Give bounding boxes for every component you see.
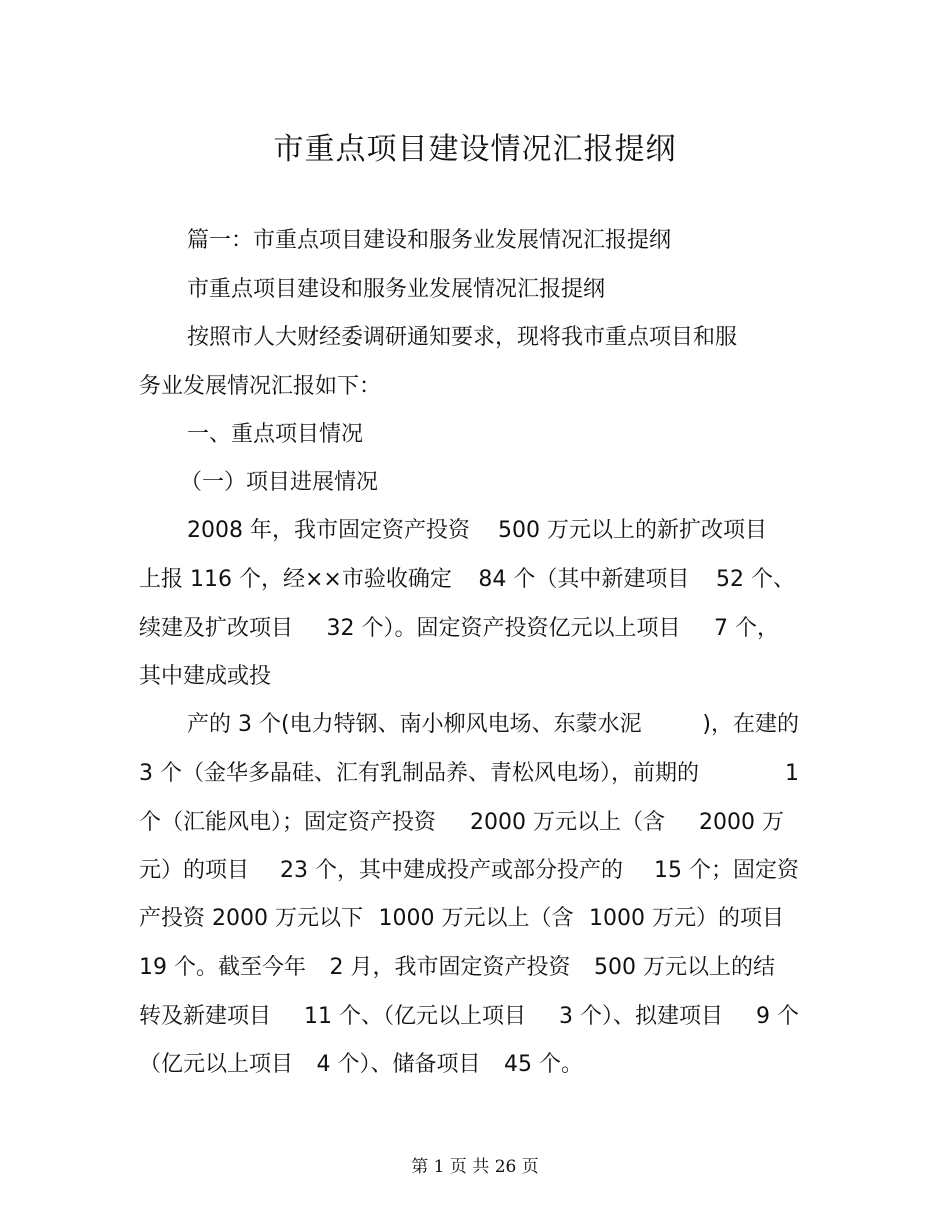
- text-segment: 15 个；固定资: [653, 858, 799, 883]
- paragraph-line: [139, 904, 784, 934]
- text-segment: 23 个，其中建成投产或部分投产的: [280, 858, 623, 883]
- text-segment: 1000 万元以上（含: [378, 906, 574, 931]
- document-title: 市重点项目建设情况汇报提纲: [273, 132, 677, 167]
- section-heading: 一、重点项目情况: [187, 422, 364, 447]
- text-segment: 产投资 2000 万元以下: [139, 906, 363, 931]
- paragraph-line: [139, 565, 795, 595]
- text-segment: 转及新建项目: [139, 1004, 272, 1029]
- paragraph-line: [139, 614, 779, 644]
- text-segment: 4 个）、储备项目: [316, 1052, 481, 1077]
- page-footer: 第 1 页 共 26 页: [411, 1157, 539, 1177]
- text-segment: 52 个、: [715, 567, 795, 592]
- text-segment: 2000 万元以上（含: [470, 810, 665, 835]
- text-segment: 500 万元以上的新扩改项目: [498, 518, 767, 543]
- paragraph-line: [139, 759, 799, 789]
- paragraph-line: [139, 1050, 583, 1080]
- text-segment: 19 个。截至今年: [139, 955, 306, 980]
- text-segment: 元）的项目: [139, 858, 250, 883]
- paragraph-line: 其中建成或投: [139, 664, 272, 689]
- text-segment: 9 个: [755, 1004, 799, 1029]
- text-segment: 1000 万元）的项目: [589, 906, 784, 931]
- paragraph-line: [139, 808, 784, 838]
- intro-line-1: 按照市人大财经委调研通知要求，现将我市重点项目和服: [187, 325, 738, 350]
- intro-line-2: 务业发展情况汇报如下：: [139, 374, 382, 399]
- heading-part: 篇一：市重点项目建设和服务业发展情况汇报提纲: [187, 228, 672, 253]
- paragraph-line: [187, 516, 767, 546]
- text-segment: 3 个）、拟建项目: [558, 1004, 723, 1029]
- text-segment: （亿元以上项目: [139, 1052, 294, 1077]
- text-segment: )，在建的: [702, 712, 799, 737]
- text-segment: 2000 万: [699, 810, 784, 835]
- text-segment: 1: [785, 761, 799, 786]
- text-segment: 续建及扩改项目: [139, 616, 294, 641]
- text-segment: 上报 116 个，经××市验收确定: [139, 567, 452, 592]
- text-segment: 11 个、（亿元以上项目: [304, 1004, 526, 1029]
- text-segment: 84 个（其中新建项目: [478, 567, 690, 592]
- text-segment: 2 月，我市固定资产投资: [329, 955, 571, 980]
- text-segment: 2008 年，我市固定资产投资: [187, 518, 470, 543]
- paragraph-line: [139, 856, 799, 886]
- text-segment: 3 个（金华多晶硅、汇有乳制品养、青松风电场），前期的: [139, 761, 699, 786]
- subtitle: 市重点项目建设和服务业发展情况汇报提纲: [187, 277, 606, 302]
- paragraph-line: [139, 1002, 799, 1032]
- paragraph-line: [139, 953, 775, 983]
- text-segment: 7 个，: [713, 616, 779, 641]
- text-segment: 500 万元以上的结: [594, 955, 775, 980]
- text-segment: 产的 3 个(电力特钢、南小柳风电场、东蒙水泥: [187, 712, 642, 737]
- text-segment: 个（汇能风电）；固定资产投资: [139, 810, 437, 835]
- text-segment: 45 个。: [503, 1052, 583, 1077]
- text-segment: 32 个）。固定资产投资亿元以上项目: [326, 616, 681, 641]
- subsection-heading: （一）项目进展情况: [180, 470, 379, 495]
- paragraph-line: [187, 710, 799, 740]
